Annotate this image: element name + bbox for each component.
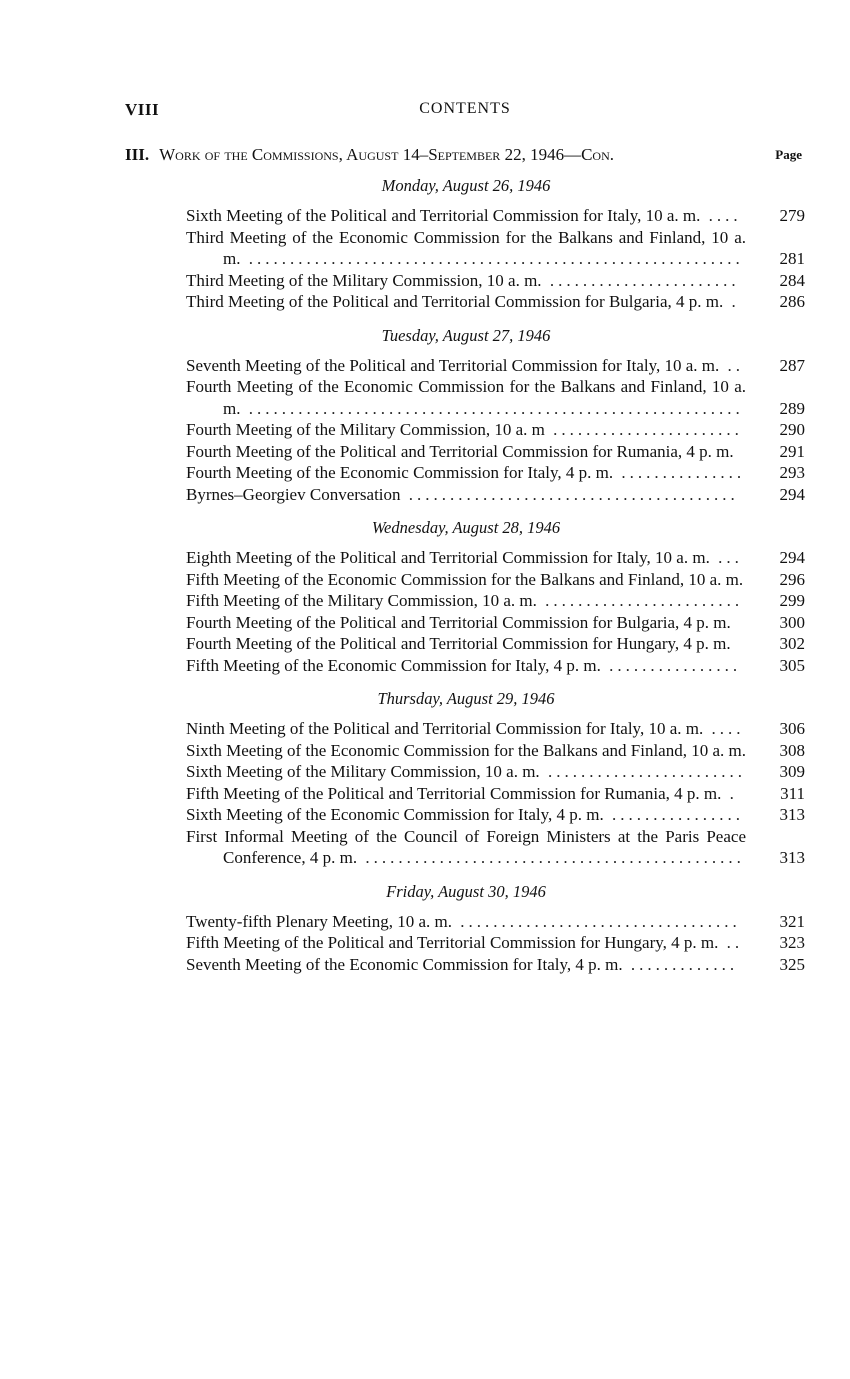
toc-entry-title: Third Meeting of the Military Commission, 10 a. m. xyxy=(186,270,542,290)
day-heading: Thursday, August 29, 1946 xyxy=(377,689,555,708)
toc-entry-title: Eighth Meeting of the Political and Territorial Commission for Italy, 10 a. m. xyxy=(186,548,710,567)
dot-leader: .............................................. xyxy=(357,848,745,867)
running-title: CONTENTS xyxy=(419,100,511,117)
toc-entry-title: Seventh Meeting of the Political and Territorial Commission for Italy, 10 a. m. xyxy=(186,355,720,375)
toc-entry xyxy=(186,569,805,591)
toc-entry xyxy=(186,932,805,954)
toc-entry-page: 279 xyxy=(779,206,805,225)
toc-entry-page: 313 xyxy=(779,848,805,867)
toc-entry xyxy=(186,291,805,313)
toc-entry-page: 290 xyxy=(779,420,805,439)
toc-entry-page: 300 xyxy=(779,612,805,632)
dot-leader: ........................ xyxy=(539,762,746,781)
toc-entry-title-line xyxy=(186,291,746,313)
toc-entry-page: 291 xyxy=(779,441,805,461)
toc-entry-title: First Informal Meeting of the Council of Foreign Ministers at the Paris Peace Conference, 4 p. m. xyxy=(186,826,746,867)
toc-entry xyxy=(186,783,805,805)
toc-entry-page: 309 xyxy=(779,762,805,781)
toc-entry-page: 302 xyxy=(779,634,805,653)
dot-leader: ............. xyxy=(622,954,739,974)
toc-entry-page: 287 xyxy=(779,355,805,375)
dot-leader: ....................... xyxy=(544,420,743,439)
toc-entry xyxy=(186,612,805,634)
part-title: Work of the Commissions, August 14–September 22, 1946—Con. xyxy=(159,145,614,164)
toc-entry-title: Ninth Meeting of the Political and Territorial Commission for Italy, 10 a. m. xyxy=(186,719,704,738)
toc-entry-title-line xyxy=(186,569,746,591)
toc-entry xyxy=(186,547,805,569)
toc-entry xyxy=(186,227,805,270)
toc-entry-title: Fifth Meeting of the Economic Commission for Italy, 4 p. m. xyxy=(186,655,601,675)
dot-leader: .. xyxy=(718,933,744,952)
toc-entry-page: 294 xyxy=(779,484,805,504)
toc-entry xyxy=(186,911,805,933)
toc-entry-title-line xyxy=(186,355,746,377)
toc-entry xyxy=(186,954,805,976)
toc-entry-title-line xyxy=(186,484,746,506)
toc-entry-title: Fourth Meeting of the Political and Territorial Commission for Bulgaria, 4 p. m. xyxy=(186,612,731,632)
toc-entry-title-line xyxy=(186,462,746,484)
dot-leader: .................................. xyxy=(452,911,741,931)
day-heading: Wednesday, August 28, 1946 xyxy=(371,518,561,537)
toc-entry-title: Fourth Meeting of the Economic Commission for the Balkans and Finland, 10 a. m. xyxy=(186,377,746,418)
toc-entry-page: 306 xyxy=(779,719,805,738)
toc-entry xyxy=(186,484,805,506)
toc-entry xyxy=(186,826,805,869)
dot-leader: ............... xyxy=(613,463,746,482)
day-heading: Friday, August 30, 1946 xyxy=(386,881,546,901)
toc-entry-page: 313 xyxy=(779,805,805,824)
toc-entry-page: 305 xyxy=(779,655,805,675)
toc-entry-page: 308 xyxy=(779,740,805,760)
toc-entry-title-line xyxy=(186,590,746,612)
toc-entry-title-line xyxy=(186,270,746,292)
toc-entry-title: Third Meeting of the Economic Commission for the Balkans and Finland, 10 a. m. xyxy=(186,227,746,268)
toc-entry-title-line xyxy=(186,612,746,634)
toc-entry-title-line xyxy=(186,826,746,869)
toc-entry-page: 325 xyxy=(779,954,805,974)
toc-entry-title: Fifth Meeting of the Military Commission, 10 a. m. xyxy=(186,591,537,610)
toc-entry-title: Fourth Meeting of the Political and Territorial Commission for Rumania, 4 p. m. xyxy=(186,441,734,461)
toc-entry xyxy=(186,462,805,484)
page-header xyxy=(125,100,805,122)
toc-entry-title: Byrnes–Georgiev Conversation xyxy=(186,484,401,504)
toc-entry-page: 311 xyxy=(780,783,805,803)
toc-entry-title: Sixth Meeting of the Economic Commission for the Balkans and Finland, 10 a. m. xyxy=(186,740,746,760)
toc-entry-title-line xyxy=(186,932,746,954)
toc-entry-title: Seventh Meeting of the Economic Commission for Italy, 4 p. m. xyxy=(186,954,623,974)
toc-entry-page: 293 xyxy=(779,463,805,482)
toc-entry-title-line xyxy=(186,547,746,569)
toc-entry-page: 294 xyxy=(779,548,805,567)
toc-entry-title-line xyxy=(186,441,746,463)
toc-entry-title-line xyxy=(186,804,746,826)
toc-entry xyxy=(186,655,805,677)
toc-entry-title-line xyxy=(186,954,746,976)
toc-entry-title: Fourth Meeting of the Political and Territorial Commission for Hungary, 4 p. m. xyxy=(186,634,731,653)
toc-entry-title-line xyxy=(186,655,746,677)
toc-entry xyxy=(186,761,805,783)
toc-entry-title: Fifth Meeting of the Political and Territorial Commission for Hungary, 4 p. m. xyxy=(186,933,719,952)
dot-leader: . xyxy=(723,292,740,311)
dot-leader: ................ xyxy=(603,805,744,824)
toc-entry-title: Sixth Meeting of the Economic Commission for Italy, 4 p. m. xyxy=(186,805,604,824)
dot-leader: ............................................................ xyxy=(240,398,744,418)
table-of-contents xyxy=(186,176,805,975)
toc-entry-title: Fifth Meeting of the Economic Commission for the Balkans and Finland, 10 a. m. xyxy=(186,569,744,589)
toc-entry xyxy=(186,740,805,762)
toc-entry-page: 284 xyxy=(779,270,805,290)
toc-entry-page: 286 xyxy=(779,292,805,311)
toc-entry xyxy=(186,441,805,463)
toc-entry-page: 281 xyxy=(779,249,805,268)
toc-entry xyxy=(186,270,805,292)
dot-leader: ........................................ xyxy=(400,484,739,504)
toc-entry-page: 289 xyxy=(779,398,805,418)
dot-leader: ................ xyxy=(600,655,742,675)
toc-entry-title-line xyxy=(186,376,746,419)
dot-leader: ............................................................ xyxy=(240,249,744,268)
dot-leader: .... xyxy=(703,719,745,738)
dot-leader: .. xyxy=(719,355,745,375)
toc-entry-title-line xyxy=(186,911,746,933)
toc-entry xyxy=(186,633,805,655)
toc-entry xyxy=(186,355,805,377)
toc-entry-page: 299 xyxy=(779,591,805,610)
toc-entry-page: 296 xyxy=(779,569,805,589)
toc-entry-title: Third Meeting of the Political and Territorial Commission for Bulgaria, 4 p. m. xyxy=(186,292,724,311)
toc-entry-title: Fourth Meeting of the Military Commission, 10 a. m xyxy=(186,420,545,439)
toc-entry-title-line xyxy=(186,419,746,441)
toc-entry xyxy=(186,205,805,227)
day-heading: Monday, August 26, 1946 xyxy=(381,176,551,195)
toc-entry-title: Sixth Meeting of the Military Commission, 10 a. m. xyxy=(186,762,540,781)
toc-entry-title-line xyxy=(186,633,746,655)
toc-entry-title: Sixth Meeting of the Political and Territorial Commission for Italy, 10 a. m. xyxy=(186,206,701,225)
toc-entry xyxy=(186,804,805,826)
toc-entry-title: Fourth Meeting of the Economic Commission for Italy, 4 p. m. xyxy=(186,463,614,482)
toc-entry xyxy=(186,590,805,612)
dot-leader: ....................... xyxy=(541,270,740,290)
toc-entry-page: 321 xyxy=(779,911,805,931)
page-folio: VIII xyxy=(125,100,160,119)
toc-entry-title-line xyxy=(186,718,746,740)
toc-entry-page: 323 xyxy=(779,933,805,952)
toc-entry-title-line xyxy=(186,227,746,270)
dot-leader: ... xyxy=(709,548,743,567)
toc-entry-title-line xyxy=(186,740,746,762)
toc-entry-title: Fifth Meeting of the Political and Territorial Commission for Rumania, 4 p. m. xyxy=(186,783,722,803)
part-heading xyxy=(125,145,805,167)
toc-entry xyxy=(186,419,805,441)
day-heading: Tuesday, August 27, 1946 xyxy=(381,325,551,345)
page-column-label: Page xyxy=(775,147,802,162)
toc-entry-title: Twenty-fifth Plenary Meeting, 10 a. m. xyxy=(186,911,453,931)
part-number: III. xyxy=(125,145,150,164)
dot-leader: ........................ xyxy=(536,591,744,610)
dot-leader: .... xyxy=(700,206,742,225)
toc-entry-title-line xyxy=(186,761,746,783)
toc-entry xyxy=(186,376,805,419)
toc-entry-title-line xyxy=(186,205,746,227)
toc-entry-title-line xyxy=(186,783,746,805)
toc-entry xyxy=(186,718,805,740)
dot-leader: . xyxy=(721,783,738,803)
